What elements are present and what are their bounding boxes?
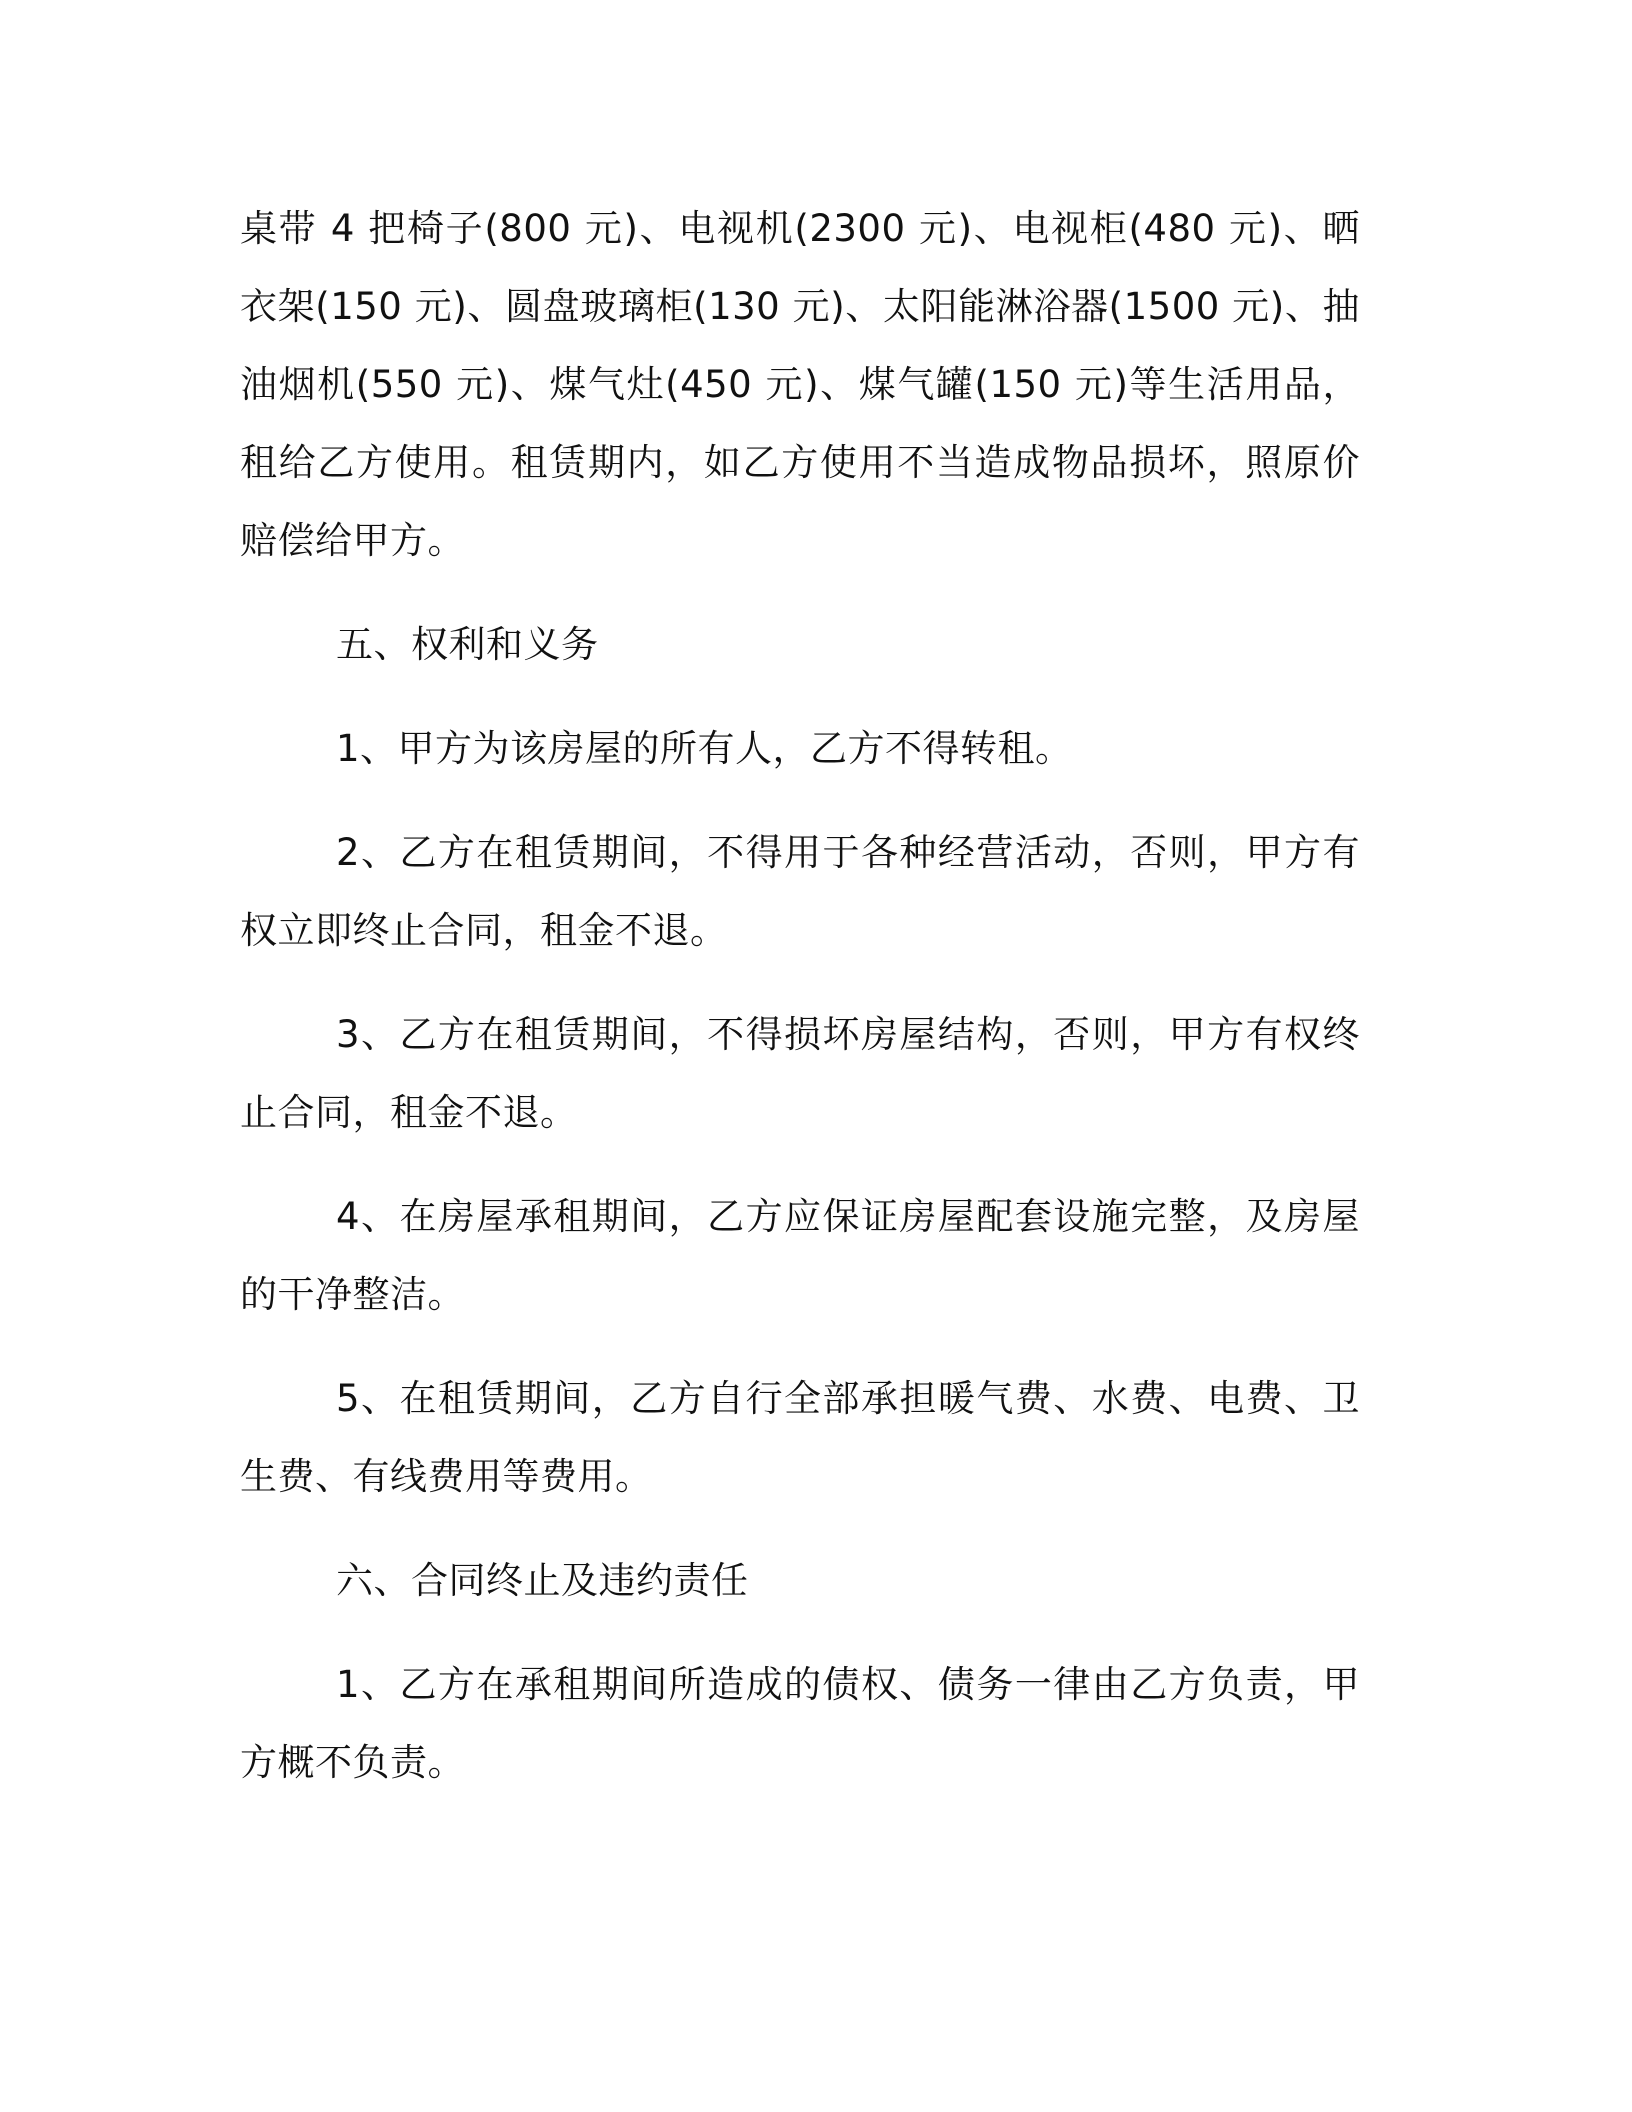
- clause-5-5: 5、在租赁期间，乙方自行全部承担暖气费、水费、电费、卫生费、有线费用等费用。: [240, 1377, 1360, 1498]
- section-heading-rights-obligations: 五、权利和义务: [336, 623, 599, 666]
- clause-5-2: 2、乙方在租赁期间，不得用于各种经营活动，否则，甲方有权立即终止合同，租金不退。: [240, 831, 1360, 952]
- clause-5-1: 1、甲方为该房屋的所有人，乙方不得转租。: [336, 727, 1073, 770]
- section-heading-termination-liability: 六、合同终止及违约责任: [336, 1559, 749, 1602]
- document-body: [240, 190, 1360, 1802]
- paragraph-furniture-list: 桌带 4 把椅子(800 元)、电视机(2300 元)、电视柜(480 元)、晒衣架(150 元)、圆盘玻璃柜(130 元)、太阳能淋浴器(1500 元)、抽油烟机(550 元)、煤气灶(450 元)、煤气罐(150 元)等生活用品，租给乙方使用。租赁期内，如乙方使用不当造成物品损坏，照原价赔偿给甲方。: [240, 207, 1360, 562]
- clause-5-4: 4、在房屋承租期间，乙方应保证房屋配套设施完整，及房屋的干净整洁。: [240, 1195, 1360, 1316]
- clause-6-1: 1、乙方在承租期间所造成的债权、债务一律由乙方负责，甲方概不负责。: [240, 1663, 1360, 1784]
- clause-5-3: 3、乙方在租赁期间，不得损坏房屋结构，否则，甲方有权终止合同，租金不退。: [240, 1013, 1360, 1134]
